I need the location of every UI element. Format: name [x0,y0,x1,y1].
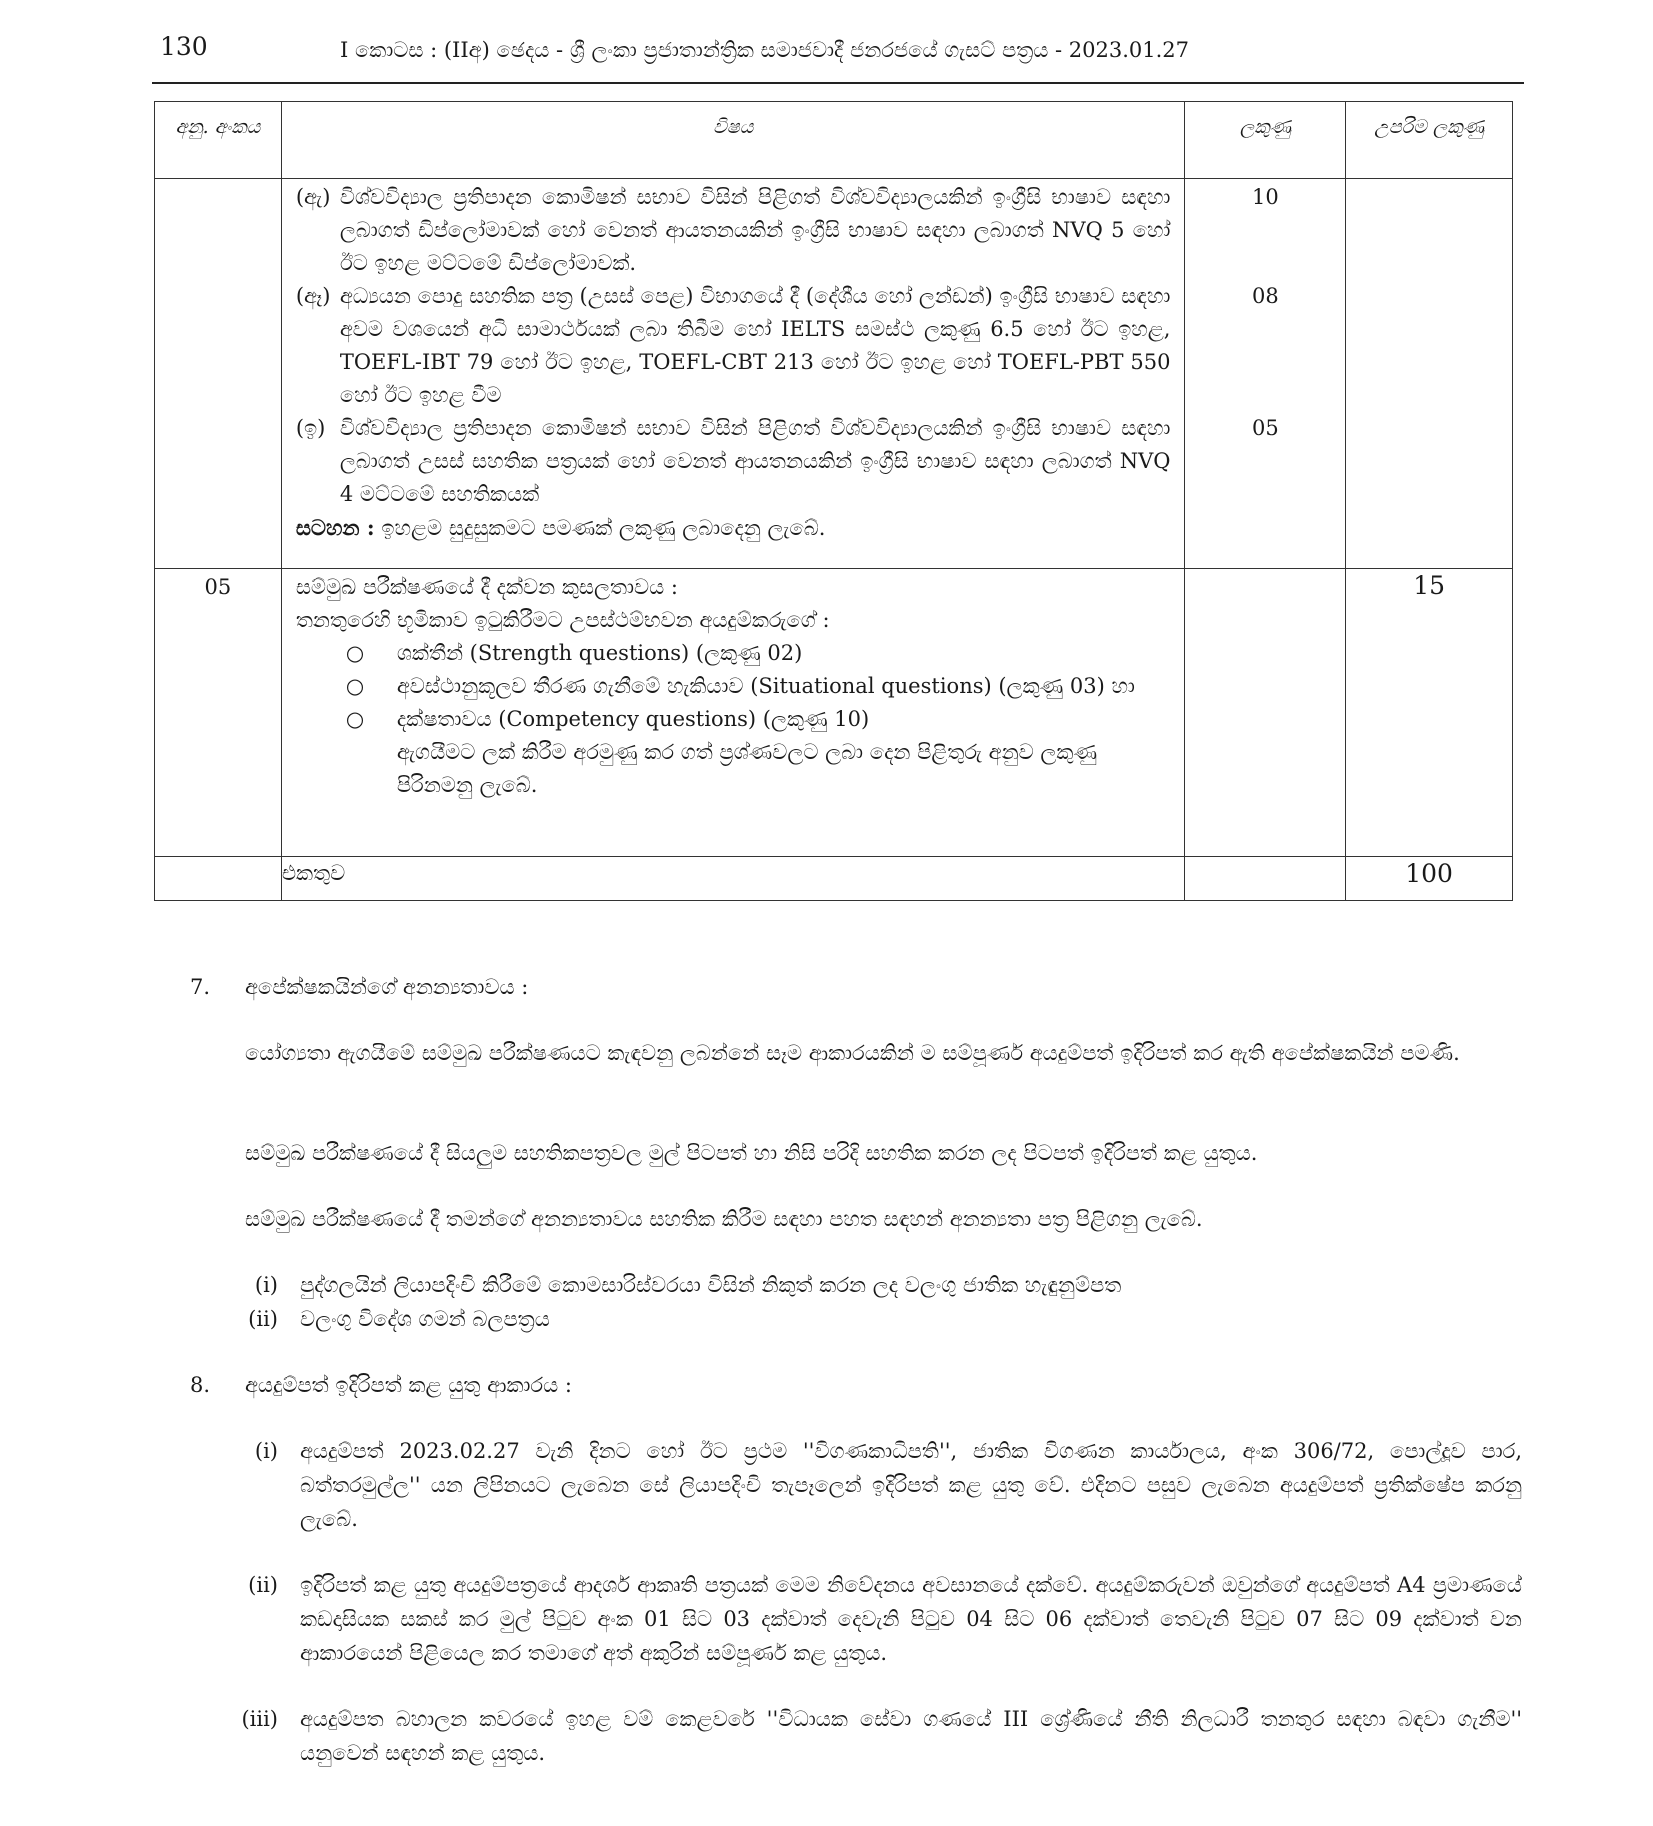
list-item: අයදුම්පත් 2023.02.27 වැනි දිනට හෝ ඊට ප්‍රථම ''විගණකාධිපති'', ජාතික විගණන කාර්යාලය, අංක 306/72, පොල්දූව පාර, බත්තරමුල්ල'' යන ලිපිනයට ලැබෙන සේ ලියාපදිංචි තැපෑලෙන් ඉදිරිපත් කළ යුතු වේ. එදිනට පසුව ලැබෙන අයදුම්පත් ප්‍රතික්ෂේප කරනු ලැබේ. [300,1439,1522,1531]
item-number: (i) [254,1439,278,1463]
list-item: වලංගු විදේශ ගමන් බලපත්‍රය [300,1307,550,1331]
table-row [155,857,1513,901]
item-text: අධ්‍යයන පොදු සහතික පත්‍ර (උසස් පෙළ) විභාගයේ දී (දේශීය හෝ ලන්ඩන්) ඉංග්‍රීසි භාෂාව සඳහා අවම වශයෙන් අධි සාමාර්ථයක් ලබා තිබීම හෝ IELTS සමස්ථ ලකුණු 6.5 හෝ ඊට ඉහළ, TOEFL-IBT 79 හෝ ඊට ඉහළ, TOEFL-CBT 213 හෝ ඊට ඉහළ හෝ TOEFL-PBT 550 හෝ ඊට ඉහළ වීම [339,284,1171,407]
section-number: 7. [190,975,211,999]
item-label: (ඉ) [295,416,326,440]
header-max-marks: උපරිම ලකුණු [1346,102,1513,179]
marks-value: 05 [1251,416,1279,440]
item-text: විශ්වවිද්‍යාල ප්‍රතිපාදන කොමිෂන් සභාව විසින් පිළිගත් විශ්වවිද්‍යාලයකින් ඉංග්‍රීසි භාෂාව සඳහා ලබාගත් උසස් සහතික පත්‍රයක් හෝ වෙනත් ආයතනයකින් ඉංග්‍රීසි භාෂාව සඳහා ලබාගත් NVQ 4 මට්ටමේ සහතිකයක් [339,416,1171,506]
item-number: (ii) [248,1307,278,1331]
section-7-para-3: සම්මුඛ පරීක්ෂණයේ දී තමන්ගේ අනන්‍යතාවය සහතික කිරීම සඳහා පහත සඳහන් අනන්‍යතා පත්‍ර පිළිගනු ලැබේ. [245,1207,1203,1231]
row2-tail [282,736,1185,802]
list-item [282,280,1185,412]
bullet-icon: ○ [345,707,365,731]
list-item [282,670,1185,703]
row1-max [1346,179,1513,569]
note-label: සටහන : [295,515,375,540]
table-header-row [155,102,1513,179]
list-item [282,703,1185,736]
item-label: (ඇ) [295,185,331,209]
row1-subject [281,179,1185,569]
list-item [282,637,1185,670]
row3-marks [1185,857,1346,901]
bullet-icon: ○ [345,641,365,665]
row3-no [155,857,282,901]
section-7-para-2: සම්මුඛ පරීක්ෂණයේ දී සියලුම සහතිකපත්‍රවල මුල් පිටපත් හා නිසි පරිදි සහතික කරන ලද පිටපත් ඉදිරිපත් කළ යුතුය. [245,1141,1258,1165]
list-item: ඉදිරිපත් කළ යුතු අයදුම්පත්‍රයේ ආදර්ශ ආකෘති පත්‍රයක් මෙම නිවේදනය අවසානයේ දක්වේ. අයදුම්කරුවන් ඔවුන්ගේ අයදුම්පත් A4 ප්‍රමාණයේ කඩදාසියක සකස් කර මුල් පිටුව අංක 01 සිට 03 දක්වාත් දෙවැනි පිටුව 04 සිට 06 දක්වාත් තෙවැනි පිටුව 07 සිට 09 දක්වාත් වන ආකාරයෙන් පිළියෙල කර තමාගේ අත් අකුරින් සම්පූර්ණ කළ යුතුය. [300,1573,1522,1665]
table-row [155,569,1513,857]
section-number: 8. [190,1373,211,1397]
bullet-text: දක්ෂතාවය (Competency questions) (ලකුණු 10) [396,707,870,731]
item-label: (ඈ) [295,284,331,308]
bullet-text: ශක්තීන් (Strength questions) (ලකුණු 02) [396,641,803,665]
marks-value: 08 [1251,284,1279,308]
marks-value: 10 [1251,185,1279,209]
row2-line2: තනතුරෙහි භූමිකාව ඉටුකිරීමට උපස්ථම්භවන අයදුම්කරුගේ : [295,608,830,632]
list-item: පුද්ගලයින් ලියාපදිංචි කිරීමේ කොමසාරිස්වරයා විසින් නිකුත් කරන ලද වලංගු ජාතික හැඳුනුම්පත [300,1273,1122,1297]
header-rule [152,82,1524,84]
list-item [282,181,1185,280]
header-marks: ලකුණු [1185,102,1346,179]
section-title: අපේක්ෂකයින්ගේ අනන්‍යතාවය : [245,975,529,999]
list-item: අයදුම්පත බහාලන කවරයේ ඉහළ වම් කෙළවරේ ''විධායක සේවා ගණයේ III ශ්‍රේණියේ නීති නිලධාරී තනතුර සඳහා බඳවා ගැනීම'' යනුවෙන් සඳහන් කළ යුතුය. [300,1707,1522,1765]
row1-marks [1185,179,1346,569]
note-text: ඉහළම සුදුසුකමට පමණක් ලකුණු ලබාදෙනු ලැබේ. [381,516,826,540]
total-label: එකතුව [281,857,1185,901]
row2-line1: සම්මුඛ පරීක්ෂණයේ දී දක්වන කුසලතාවය : [295,575,678,599]
tail-text: ඇගයීමට ලක් කිරීම අරමුණු කර ගත් ප්‍රශ්ණවලට ලබා දෙන පිළිතුරු අනුව ලකුණු පිරිනමනු ලැබේ. [396,740,1098,797]
header-subject: විෂය [281,102,1185,179]
item-text: විශ්වවිද්‍යාල ප්‍රතිපාදන කොමිෂන් සභාව විසින් පිළිගත් විශ්වවිද්‍යාලයකින් ඉංග්‍රීසි භාෂාව සඳහා ලබාගත් ඩිප්ලෝමාවක් හෝ වෙනත් ආයතනයකින් ඉංග්‍රීසි භාෂාව සඳහා ලබාගත් NVQ 5 හෝ ඊට ඉහළ මට්ටමේ ඩිප්ලෝමාවක්. [339,185,1171,275]
row1-no [155,179,282,569]
section-title: අයදුම්පත් ඉදිරිපත් කළ යුතු ආකාරය : [245,1373,572,1397]
list-item [282,412,1185,511]
page-number: 130 [160,32,208,61]
section-7-para-1: යෝග්‍යතා ඇගයීමේ සම්මුඛ පරීක්ෂණයට කැඳවනු ලබන්නේ සෑම ආකාරයකින් ම සම්පූර්ණ අයදුම්පත් ඉදිරිපත් කර ඇති අපේක්ෂකයින් පමණි. [245,1041,1460,1065]
bullet-icon: ○ [345,674,365,698]
page-header-title: I කොටස : (IIඅ) ඡෙදය - ශ්‍රී ලංකා ප්‍රජාතාන්ත්‍රික සමාජවාදී ජනරජයේ ගැසට් පත්‍රය - 2023.01.27 [340,38,1190,62]
table-row [155,179,1513,569]
total-value: 100 [1346,857,1513,901]
marks-table [154,101,1513,901]
bullet-text: අවස්ථානුකූලව තීරණ ගැනීමේ හැකියාව (Situational questions) (ලකුණු 03) හා [396,674,1135,698]
row2-marks [1185,569,1346,857]
item-number: (i) [254,1273,278,1297]
item-number: (ii) [248,1573,278,1597]
header-no: අනු. අංකය [155,102,282,179]
note [282,511,1185,545]
row2-subject [281,569,1185,857]
row2-no: 05 [155,569,282,857]
row2-max: 15 [1346,569,1513,857]
item-number: (iii) [241,1707,278,1731]
